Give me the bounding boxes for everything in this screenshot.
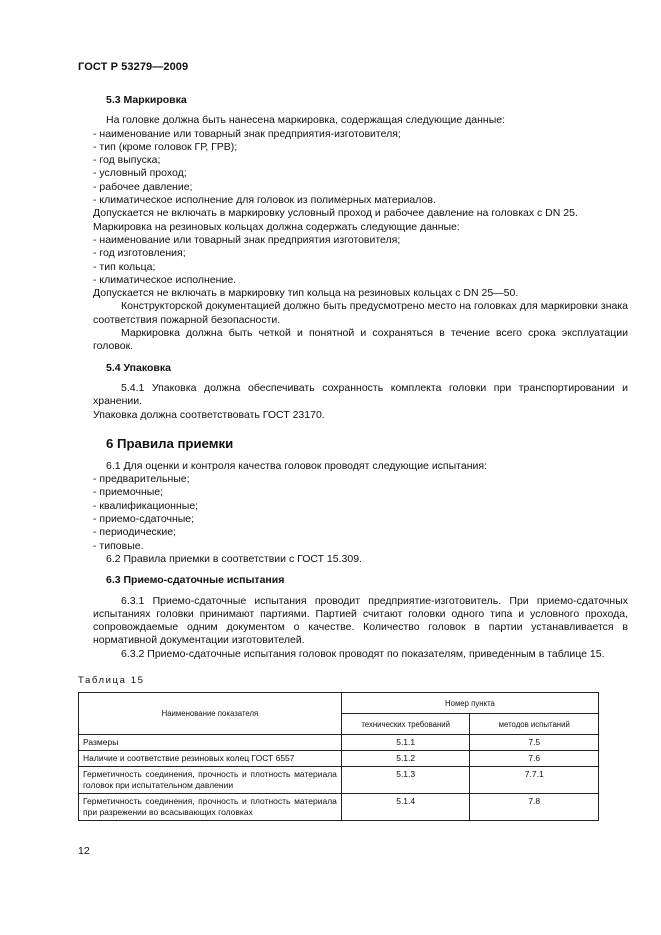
- paragraph: 6.1 Для оценки и контроля качества головок проводят следующие испытания:: [106, 459, 487, 472]
- table-row: [79, 735, 599, 751]
- cell-meth: 7.6: [470, 751, 599, 767]
- paragraph: 5.4.1 Упаковка должна обеспечивать сохранность комплекта головки при транспортировании и хранении.: [93, 381, 628, 408]
- header-item-number: Номер пункта: [341, 693, 598, 714]
- standard-code: ГОСТ Р 53279—2009: [78, 61, 189, 73]
- list-item: - предварительные;: [93, 473, 190, 486]
- cell-name: Герметичность соединения, прочность и плотность материала головок при испытательном давлении: [79, 767, 342, 794]
- section-5-4-title: 5.4 Упаковка: [106, 361, 171, 374]
- list-item: - наименование или товарный знак предприятия-изготовителя;: [93, 127, 401, 140]
- cell-name: Размеры: [79, 735, 342, 751]
- paragraph: Допускается не включать в маркировку условный проход и рабочее давление на головках с DN 25.: [93, 207, 578, 220]
- list-item: - периодические;: [93, 526, 177, 539]
- list-item: - приемочные;: [93, 486, 164, 499]
- list-item: - год выпуска;: [93, 154, 161, 167]
- cell-req: 5.1.3: [341, 767, 470, 794]
- list-item: - наименование или товарный знак предприятия изготовителя;: [93, 233, 401, 246]
- cell-req: 5.1.4: [341, 794, 470, 821]
- cell-name: Наличие и соответствие резиновых колец ГОСТ 6557: [79, 751, 342, 767]
- section-6-3-title: 6.3 Приемо-сдаточные испытания: [106, 574, 285, 587]
- header-requirements: технических требований: [341, 714, 470, 735]
- table-row: [79, 794, 599, 821]
- header-test-methods: методов испытаний: [470, 714, 599, 735]
- page-number: 12: [78, 845, 90, 857]
- table-row: [79, 751, 599, 767]
- cell-name: Герметичность соединения, прочность и плотность материала при разрежении во всасывающих головках: [79, 794, 342, 821]
- list-item: - тип кольца;: [93, 260, 156, 273]
- list-item: - приемо-сдаточные;: [93, 513, 195, 526]
- section-5-3-title: 5.3 Маркировка: [106, 94, 187, 106]
- list-item: - год изготовления;: [93, 247, 186, 260]
- paragraph: 6.3.2 Приемо-сдаточные испытания головок проводят по показателям, приведенным в таблице 15.: [121, 647, 605, 660]
- list-item: - тип (кроме головок ГР, ГРВ);: [93, 140, 238, 153]
- cell-meth: 7.5: [470, 735, 599, 751]
- list-item: - рабочее давление;: [93, 180, 193, 193]
- table-row: [79, 767, 599, 794]
- paragraph: На головке должна быть нанесена маркировка, содержащая следующие данные:: [106, 114, 506, 127]
- list-item: - квалификационные;: [93, 499, 199, 512]
- paragraph: Маркировка должна быть четкой и понятной и сохраняться в течение всего срока эксплуатации головок.: [93, 327, 628, 353]
- page-content: [93, 94, 628, 661]
- paragraph: Упаковка должна соответствовать ГОСТ 23170.: [93, 408, 325, 421]
- cell-req: 5.1.1: [341, 735, 470, 751]
- cell-meth: 7.7.1: [470, 767, 599, 794]
- list-item: - условный проход;: [93, 167, 187, 180]
- table-15: [78, 692, 599, 821]
- table-caption: Таблица 15: [78, 675, 145, 686]
- list-item: - типовые.: [93, 539, 144, 552]
- paragraph: 6.2 Правила приемки в соответствии с ГОСТ 15.309.: [106, 552, 362, 565]
- paragraph: Маркировка на резиновых кольцах должна содержать следующие данные:: [93, 220, 460, 233]
- paragraph: 6.3.1 Приемо-сдаточные испытания проводит предприятие-изготовитель. При приемо-сдаточных испытаниях головки принимают партиями. Партией считают головки одного типа и условного прохода, сопровождаемые одним документом о качестве. Количество головок в партии устанавливается в нормативной документации изготовителей.: [93, 594, 628, 647]
- section-6-title: 6 Правила приемки: [106, 435, 234, 451]
- list-item: - климатическое исполнение для головок из полимерных материалов.: [93, 194, 436, 207]
- paragraph: Конструкторской документацией должно быть предусмотрено место на головках для маркировки знака соответствия пожарной безопасности.: [93, 300, 628, 326]
- cell-meth: 7.8: [470, 794, 599, 821]
- paragraph: Допускается не включать в маркировку тип кольца на резиновых кольцах с DN 25—50.: [93, 287, 519, 300]
- header-indicator-name: Наименование показателя: [79, 693, 342, 735]
- cell-req: 5.1.2: [341, 751, 470, 767]
- list-item: - климатическое исполнение.: [93, 273, 237, 286]
